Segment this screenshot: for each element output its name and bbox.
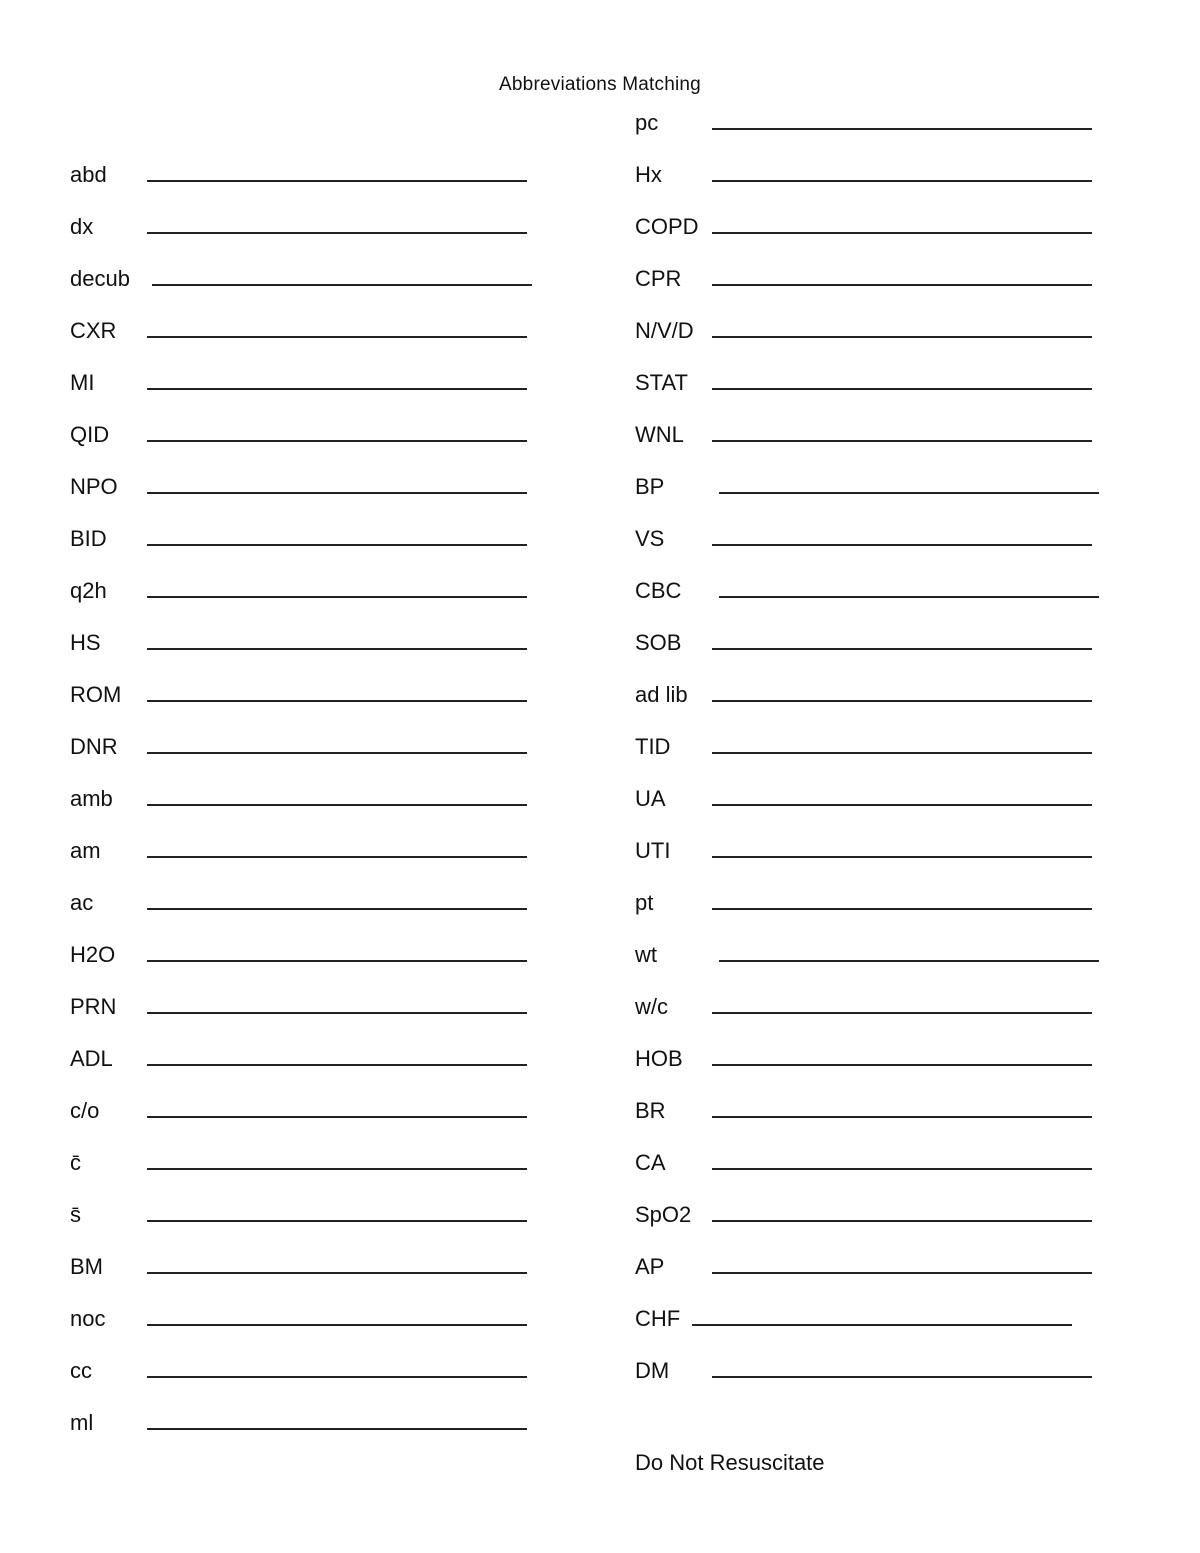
abbreviation-label: pc	[635, 110, 659, 135]
answer-blank[interactable]	[712, 804, 1092, 806]
matching-row	[70, 1084, 570, 1124]
answer-blank[interactable]	[712, 1064, 1092, 1066]
matching-row	[635, 564, 1135, 604]
answer-blank[interactable]	[719, 492, 1099, 494]
abbreviation-label: TID	[635, 734, 671, 759]
abbreviation-label: STAT	[635, 370, 688, 395]
matching-row	[635, 668, 1135, 708]
answer-blank[interactable]	[719, 596, 1099, 598]
answer-blank[interactable]	[147, 492, 527, 494]
answer-blank[interactable]	[712, 232, 1092, 234]
matching-row	[70, 304, 570, 344]
answer-blank[interactable]	[147, 440, 527, 442]
answer-blank[interactable]	[719, 960, 1099, 962]
abbreviation-label: SpO2	[635, 1202, 692, 1227]
abbreviation-label: HOB	[635, 1046, 683, 1071]
abbreviation-label: NPO	[70, 474, 118, 499]
matching-row	[635, 1136, 1135, 1176]
abbreviation-label: HS	[70, 630, 101, 655]
matching-row	[635, 304, 1135, 344]
matching-row	[635, 1344, 1135, 1384]
matching-row	[70, 564, 570, 604]
answer-blank[interactable]	[712, 1116, 1092, 1118]
answer-blank[interactable]	[712, 648, 1092, 650]
matching-row	[70, 616, 570, 656]
answer-note: Do Not Resuscitate	[635, 1450, 825, 1475]
matching-row	[635, 1084, 1135, 1124]
answer-blank[interactable]	[712, 128, 1092, 130]
matching-row	[635, 824, 1135, 864]
abbreviation-label: CA	[635, 1150, 666, 1175]
abbreviation-label: SOB	[635, 630, 682, 655]
abbreviation-label: am	[70, 838, 101, 863]
answer-blank[interactable]	[147, 1116, 527, 1118]
matching-row	[635, 148, 1135, 188]
abbreviation-label: BR	[635, 1098, 666, 1123]
abbreviation-label: CPR	[635, 266, 682, 291]
matching-row	[635, 460, 1135, 500]
answer-blank[interactable]	[147, 1324, 527, 1326]
abbreviation-label: Hx	[635, 162, 662, 187]
matching-row	[635, 1188, 1135, 1228]
matching-row	[635, 356, 1135, 396]
answer-blank[interactable]	[147, 752, 527, 754]
abbreviation-label: VS	[635, 526, 665, 551]
matching-row	[70, 1240, 570, 1280]
abbreviation-label: ac	[70, 890, 94, 915]
abbreviation-label: DNR	[70, 734, 118, 759]
matching-row	[70, 772, 570, 812]
answer-blank[interactable]	[147, 180, 527, 182]
matching-row	[635, 1292, 1135, 1332]
matching-row	[635, 96, 1135, 136]
abbreviation-label: CHF	[635, 1306, 681, 1331]
answer-blank[interactable]	[712, 1272, 1092, 1274]
answer-blank[interactable]	[147, 908, 527, 910]
abbreviation-label: N/V/D	[635, 318, 694, 343]
answer-blank[interactable]	[712, 700, 1092, 702]
answer-blank[interactable]	[712, 1220, 1092, 1222]
abbreviation-label: DM	[635, 1358, 670, 1383]
abbreviation-label: ad lib	[635, 682, 688, 707]
answer-blank[interactable]	[712, 1168, 1092, 1170]
matching-row	[70, 148, 570, 188]
abbreviation-label: CXR	[70, 318, 117, 343]
answer-blank[interactable]	[147, 336, 527, 338]
answer-blank[interactable]	[147, 1220, 527, 1222]
answer-blank[interactable]	[147, 856, 527, 858]
matching-row	[70, 356, 570, 396]
answer-blank[interactable]	[712, 284, 1092, 286]
matching-row	[70, 408, 570, 448]
matching-row	[70, 1032, 570, 1072]
answer-blank[interactable]	[712, 1376, 1092, 1378]
answer-blank[interactable]	[147, 1428, 527, 1430]
matching-row	[635, 252, 1135, 292]
matching-row	[635, 1240, 1135, 1280]
answer-blank[interactable]	[712, 336, 1092, 338]
matching-row	[635, 720, 1135, 760]
abbreviation-label: ADL	[70, 1046, 113, 1071]
answer-blank[interactable]	[712, 544, 1092, 546]
abbreviation-label: AP	[635, 1254, 665, 1279]
matching-row	[70, 720, 570, 760]
abbreviation-label: c̄	[70, 1150, 81, 1175]
answer-blank[interactable]	[692, 1324, 1072, 1326]
abbreviation-label: CBC	[635, 578, 682, 603]
abbreviation-label: ROM	[70, 682, 122, 707]
matching-row	[635, 512, 1135, 552]
answer-blank[interactable]	[147, 700, 527, 702]
matching-row	[70, 668, 570, 708]
answer-blank[interactable]	[712, 388, 1092, 390]
abbreviation-label: UTI	[635, 838, 671, 863]
answer-blank[interactable]	[147, 388, 527, 390]
matching-row	[70, 928, 570, 968]
answer-blank[interactable]	[147, 544, 527, 546]
matching-row	[635, 980, 1135, 1020]
abbreviation-label: s̄	[70, 1202, 81, 1227]
matching-row	[70, 1344, 570, 1384]
abbreviation-label: pt	[635, 890, 654, 915]
matching-row	[70, 1188, 570, 1228]
answer-blank[interactable]	[712, 856, 1092, 858]
abbreviation-label: noc	[70, 1306, 106, 1331]
matching-row	[70, 824, 570, 864]
abbreviation-label: QID	[70, 422, 110, 447]
abbreviation-label: abd	[70, 162, 107, 187]
matching-row	[635, 200, 1135, 240]
abbreviation-label: BP	[635, 474, 665, 499]
matching-row	[70, 200, 570, 240]
abbreviation-label: c/o	[70, 1098, 100, 1123]
answer-blank[interactable]	[712, 1012, 1092, 1014]
matching-row	[635, 616, 1135, 656]
matching-row	[635, 772, 1135, 812]
abbreviation-label: MI	[70, 370, 95, 395]
abbreviation-label: cc	[70, 1358, 92, 1383]
answer-blank[interactable]	[147, 648, 527, 650]
answer-blank[interactable]	[147, 1064, 527, 1066]
answer-blank[interactable]	[147, 1012, 527, 1014]
matching-row	[70, 980, 570, 1020]
answer-blank[interactable]	[152, 284, 532, 286]
matching-row	[70, 876, 570, 916]
answer-blank[interactable]	[147, 1272, 527, 1274]
abbreviation-label: decub	[70, 266, 130, 291]
answer-blank[interactable]	[147, 804, 527, 806]
abbreviation-label: PRN	[70, 994, 117, 1019]
answer-blank[interactable]	[147, 1376, 527, 1378]
abbreviation-label: q2h	[70, 578, 107, 603]
matching-row	[70, 1136, 570, 1176]
matching-row	[70, 512, 570, 552]
abbreviation-label: dx	[70, 214, 94, 239]
matching-row	[70, 1292, 570, 1332]
answer-blank[interactable]	[712, 752, 1092, 754]
matching-row	[70, 460, 570, 500]
abbreviation-label: COPD	[635, 214, 699, 239]
matching-row	[70, 1396, 570, 1436]
matching-row	[70, 252, 570, 292]
abbreviation-label: wt	[635, 942, 657, 967]
abbreviation-label: ml	[70, 1410, 94, 1435]
abbreviation-label: WNL	[635, 422, 684, 447]
matching-row	[635, 928, 1135, 968]
matching-row	[635, 1032, 1135, 1072]
abbreviation-label: UA	[635, 786, 666, 811]
answer-blank[interactable]	[712, 908, 1092, 910]
answer-blank[interactable]	[147, 232, 527, 234]
page-title: Abbreviations Matching	[499, 74, 701, 95]
matching-row	[635, 876, 1135, 916]
abbreviation-label: BM	[70, 1254, 103, 1279]
abbreviation-label: H2O	[70, 942, 116, 967]
answer-blank[interactable]	[147, 1168, 527, 1170]
abbreviation-label: w/c	[635, 994, 668, 1019]
abbreviation-label: BID	[70, 526, 107, 551]
matching-row	[635, 408, 1135, 448]
answer-blank[interactable]	[712, 180, 1092, 182]
abbreviation-label: amb	[70, 786, 113, 811]
answer-blank[interactable]	[712, 440, 1092, 442]
answer-blank[interactable]	[147, 596, 527, 598]
answer-blank[interactable]	[147, 960, 527, 962]
